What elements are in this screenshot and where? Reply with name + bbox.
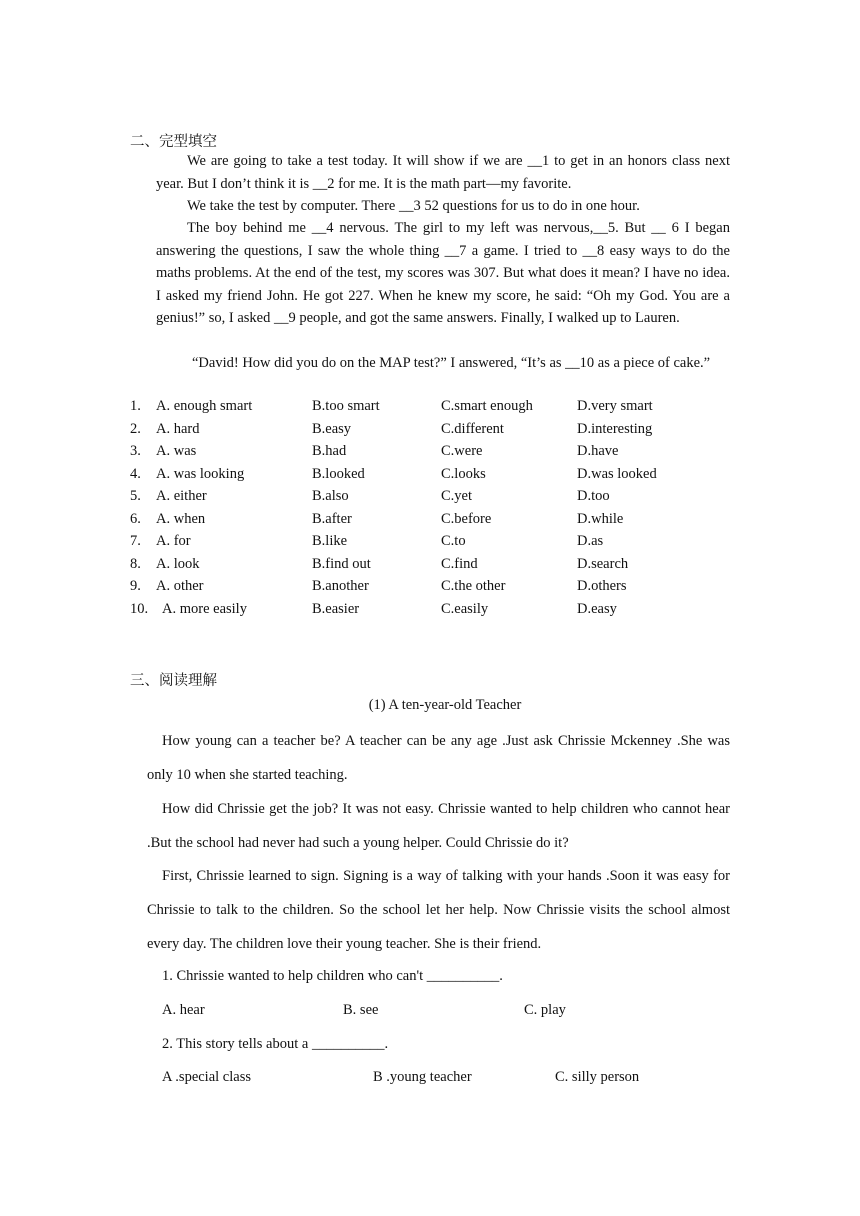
option-d: D.very smart: [577, 398, 653, 414]
question-2-option-a: A .special class: [162, 1069, 251, 1085]
option-b: B.find out: [312, 556, 371, 572]
option-c: C.easily: [441, 601, 489, 617]
reading-passage-title: (1) A ten-year-old Teacher: [368, 697, 522, 713]
cloze-heading: 二、完型填空: [130, 134, 217, 150]
option-a: A. was looking: [156, 466, 245, 482]
option-c: C.to: [441, 533, 466, 549]
cloze-option-row: [130, 421, 750, 444]
option-c: C.find: [441, 556, 478, 572]
cloze-option-row: [130, 511, 750, 534]
option-a: A. for: [156, 533, 191, 549]
question-1-stem: 1. Chrissie wanted to help children who can't __________.: [162, 968, 503, 984]
reading-paragraph-3: First, Chrissie learned to sign. Signing is a way of talking with your hands .Soon it was easy for Chrissie to talk to the children. So the school let her help. Now Chrissie visits the school almost every day. The children love their young teacher. She is their friend.: [147, 868, 730, 952]
cloze-option-row: [130, 601, 750, 624]
option-b: B.looked: [312, 466, 365, 482]
option-b: B.another: [312, 578, 369, 594]
option-d: D.was looked: [577, 466, 657, 482]
question-1-option-a: A. hear: [162, 1002, 205, 1018]
option-c: C.different: [441, 421, 504, 437]
option-d: D.others: [577, 578, 627, 594]
option-b: B.also: [312, 488, 349, 504]
option-c: C.yet: [441, 488, 473, 504]
option-number: 9.: [130, 578, 141, 594]
option-number: 2.: [130, 421, 141, 437]
option-d: D.as: [577, 533, 604, 549]
option-c: C.the other: [441, 578, 506, 594]
cloze-option-row: [130, 488, 750, 511]
option-a: A. when: [156, 511, 206, 527]
option-b: B.easy: [312, 421, 352, 437]
option-b: B.too smart: [312, 398, 380, 414]
option-b: B.easier: [312, 601, 360, 617]
option-d: D.while: [577, 511, 624, 527]
question-2-stem: 2. This story tells about a __________.: [162, 1036, 389, 1052]
option-d: D.have: [577, 443, 619, 459]
option-c: C.were: [441, 443, 483, 459]
option-a: A. other: [156, 578, 204, 594]
option-number: 5.: [130, 488, 141, 504]
option-b: B.after: [312, 511, 352, 527]
question-2-option-b: B .young teacher: [373, 1069, 472, 1085]
cloze-paragraph-4: “David! How did you do on the MAP test?” I answered, “It’s as __10 as a piece of cake.”: [192, 355, 711, 371]
cloze-paragraph-1: We are going to take a test today. It will show if we are __1 to get in an honors class next year. But I don’t think it is __2 for me. It is the math part—my favorite.: [156, 153, 730, 192]
cloze-paragraph-2: We take the test by computer. There __3 52 questions for us to do in one hour.: [187, 198, 640, 214]
cloze-option-row: [130, 443, 750, 466]
option-d: D.search: [577, 556, 629, 572]
option-d: D.interesting: [577, 421, 653, 437]
option-d: D.too: [577, 488, 610, 504]
option-b: B.like: [312, 533, 348, 549]
option-number: 4.: [130, 466, 141, 482]
question-1-option-b: B. see: [343, 1002, 379, 1018]
reading-heading: 三、阅读理解: [130, 673, 217, 689]
option-b: B.had: [312, 443, 347, 459]
option-number: 10.: [130, 601, 149, 617]
option-a: A. hard: [156, 421, 200, 437]
option-number: 6.: [130, 511, 141, 527]
cloze-option-row: [130, 398, 750, 421]
option-c: C.smart enough: [441, 398, 533, 414]
option-number: 7.: [130, 533, 141, 549]
option-d: D.easy: [577, 601, 617, 617]
option-a: A. either: [156, 488, 207, 504]
option-a: A. look: [156, 556, 200, 572]
option-number: 3.: [130, 443, 141, 459]
cloze-option-row: [130, 466, 750, 489]
cloze-option-row: [130, 556, 750, 579]
option-a: A. was: [156, 443, 197, 459]
question-1-option-c: C. play: [524, 1002, 566, 1018]
option-c: C.looks: [441, 466, 486, 482]
cloze-option-row: [130, 578, 750, 601]
cloze-option-row: [130, 533, 750, 556]
option-number: 1.: [130, 398, 141, 414]
option-a: A. more easily: [162, 601, 247, 617]
option-c: C.before: [441, 511, 492, 527]
reading-paragraph-2: How did Chrissie get the job? It was not easy. Chrissie wanted to help children who cannot hear .But the school had never had such a young helper. Could Chrissie do it?: [147, 801, 730, 851]
option-number: 8.: [130, 556, 141, 572]
reading-paragraph-1: How young can a teacher be? A teacher can be any age .Just ask Chrissie Mckenney .She was only 10 when she started teaching.: [147, 733, 730, 783]
question-2-option-c: C. silly person: [555, 1069, 640, 1085]
option-a: A. enough smart: [156, 398, 253, 414]
cloze-paragraph-3: The boy behind me __4 nervous. The girl to my left was nervous,__5. But __ 6 I began answering the questions, I saw the whole thing __7 a game. I tried to __8 easy ways to do the maths problems. At the end of the test, my scores was 307. But what does it mean? I have no idea. I asked my friend John. He got 227. When he knew my score, he said: “Oh my God. You are a genius!” so, I asked __9 people, and got the same answers. Finally, I walked up to Lauren.: [156, 220, 730, 326]
